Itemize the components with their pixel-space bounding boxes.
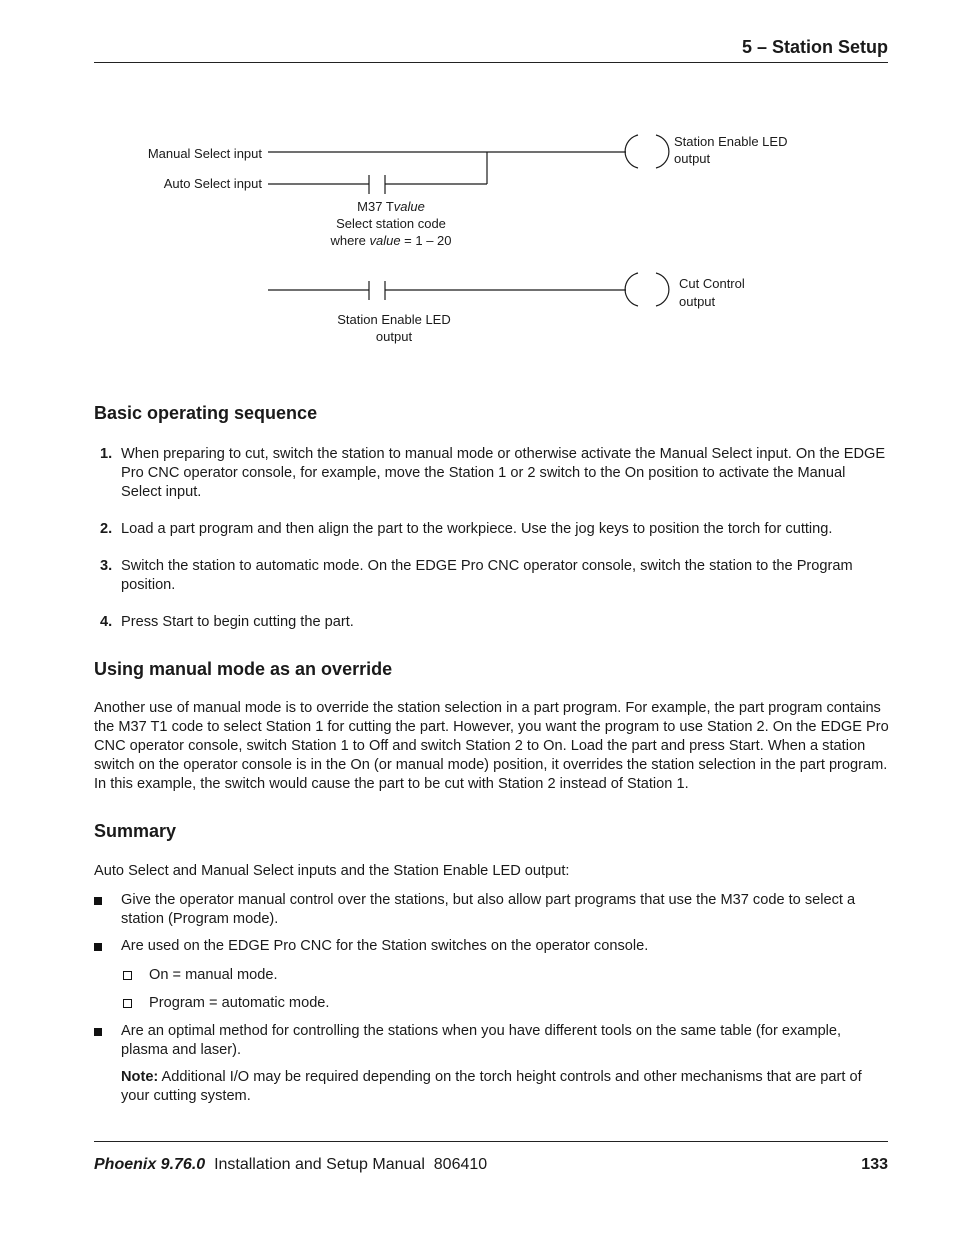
step-number: 2. [100, 521, 113, 537]
led-output-label-1: Station Enable LED [674, 134, 788, 149]
step-text: When preparing to cut, switch the station to manual mode or otherwise activate the Manual Select input. On the EDGE Pro CNC operator console, for example, move the Station 1 or 2 switch to the On position to activate the Manual Select input. [121, 446, 886, 500]
sub-list-item [121, 966, 278, 985]
bullet-text: Give the operator manual control over the stations, but also allow part programs that use the M37 code to select a station (Program mode). [121, 892, 856, 927]
sub-list-item [121, 994, 329, 1013]
step-item [94, 445, 889, 502]
manual-title: Installation and Setup Manual [214, 1156, 425, 1173]
step-item [94, 613, 889, 632]
where-value-label: where value = 1 – 20 [330, 233, 452, 248]
step-item [94, 520, 889, 539]
note [121, 1068, 866, 1106]
cut-control-label-1: Cut Control [679, 276, 745, 291]
led-coil-right [656, 135, 669, 168]
step-item [94, 557, 889, 595]
step-number: 4. [100, 614, 113, 630]
sub-bullet-text: Program = automatic mode. [149, 995, 330, 1011]
hollow-square-bullet-icon [123, 999, 132, 1008]
doc-number: 806410 [433, 1156, 488, 1173]
auto-select-label: Auto Select input [163, 176, 262, 191]
footer [94, 1156, 487, 1174]
sub-bullet-text: On = manual mode. [149, 967, 278, 983]
square-bullet-icon [94, 897, 102, 905]
step-text: Press Start to begin cutting the part. [121, 614, 354, 630]
footer-rule [94, 1141, 888, 1142]
square-bullet-icon [94, 1028, 102, 1036]
step-number: 1. [100, 446, 113, 462]
led-coil-left [625, 135, 638, 168]
led-contact-label-2: output [375, 329, 413, 344]
basic-sequence-heading: Basic operating sequence [94, 403, 318, 423]
page-number: 133 [861, 1156, 888, 1173]
m37-label: M37 Tvalue [357, 199, 425, 214]
hollow-square-bullet-icon [123, 971, 132, 980]
led-output-label-2: output [674, 151, 711, 166]
ladder-diagram [0, 120, 954, 360]
cut-coil-right [656, 273, 669, 306]
square-bullet-icon [94, 943, 102, 951]
select-code-label: Select station code [336, 216, 446, 231]
list-item [94, 937, 889, 956]
step-text: Load a part program and then align the part to the workpiece. Use the jog keys to position the torch for cutting. [121, 521, 833, 537]
cut-control-label-2: output [679, 294, 716, 309]
manual-select-label: Manual Select input [147, 146, 262, 161]
list-item [94, 1022, 889, 1060]
step-text: Switch the station to automatic mode. On the EDGE Pro CNC operator console, switch the station to the Program position. [121, 558, 853, 593]
override-paragraph: Another use of manual mode is to override the station selection in a part program. For example, the part program contains the M37 T1 code to select Station 1 for cutting the part. However, you want the program to use Station 2. On the EDGE Pro CNC operator console, switch Station 1 to Off and switch Station 2 to On. Load the part and press Start. When a station switch on the operator console is in the On (or manual mode) position, it overrides the station selection in the part program. In this example, the switch would cause the part to be cut with Station 2 instead of Station 1. [94, 700, 889, 792]
cut-coil-left [625, 273, 638, 306]
bullet-text: Are used on the EDGE Pro CNC for the Station switches on the operator console. [121, 938, 649, 954]
header-rule [94, 62, 888, 63]
product-name: Phoenix 9.76.0 [94, 1156, 206, 1173]
summary-intro: Auto Select and Manual Select inputs and the Station Enable LED output: [94, 863, 570, 879]
note-label: Note: [121, 1069, 159, 1085]
note-text: Additional I/O may be required depending on the torch height controls and other mechanisms that are part of your cutting system. [121, 1069, 862, 1104]
led-contact-label-1: Station Enable LED [337, 312, 451, 327]
step-number: 3. [100, 558, 113, 574]
list-item [94, 891, 889, 929]
section-title: 5 – Station Setup [741, 37, 888, 57]
override-heading: Using manual mode as an override [94, 659, 393, 679]
summary-heading: Summary [94, 821, 177, 841]
bullet-text: Are an optimal method for controlling the stations when you have different tools on the same table (for example, plasma and laser). [121, 1023, 842, 1058]
